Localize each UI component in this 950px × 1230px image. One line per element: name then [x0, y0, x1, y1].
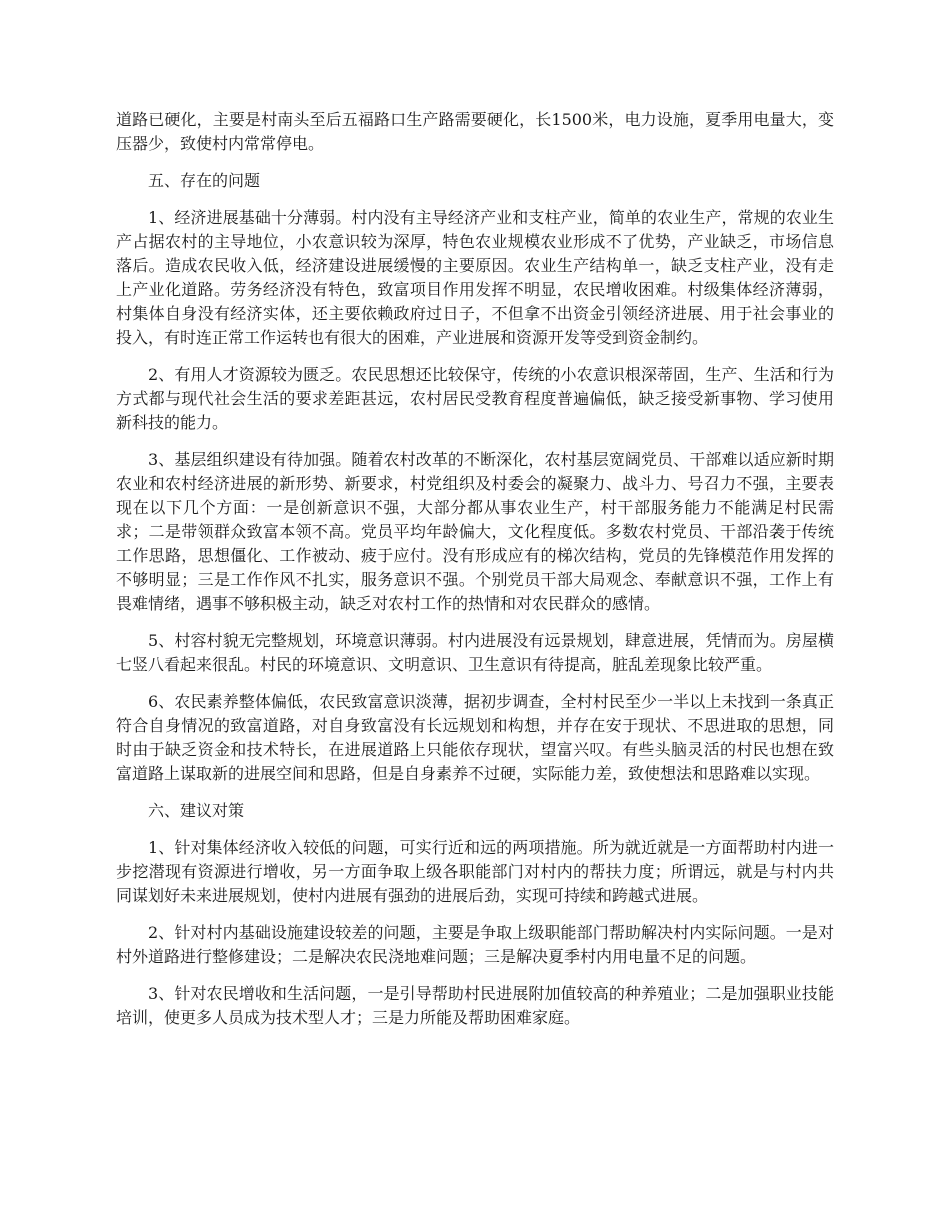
- document-page: [116, 108, 834, 1043]
- section-heading-suggestions: 六、建议对策: [148, 801, 245, 820]
- paragraph-problem-3: 3、基层组织建设有待加强。随着农村改革的不断深化，农村基层宽阔党员、干部难以适应新时期农业和农村经济进展的新形势、新要求，村党组织及村委会的凝聚力、战斗力、号召力不强，主要表现在以下几个方面：一是创新意识不强，大部分都从事农业生产，村干部服务能力不能满足村民需求；二是带领群众致富本领不高。党员平均年龄偏大，文化程度低。多数农村党员、干部沿袭于传统工作思路，思想僵化、工作被动、疲于应付。没有形成应有的梯次结构，党员的先锋模范作用发挥的不够明显；三是工作作风不扎实，服务意识不强。个别党员干部大局观念、奉献意识不强，工作上有畏难情绪，遇事不够积极主动，缺乏对农村工作的热情和对农民群众的感情。: [116, 450, 834, 613]
- paragraph-problem-1: 1、经济进展基础十分薄弱。村内没有主导经济产业和支柱产业，简单的农业生产，常规的农业生产占据农村的主导地位，小农意识较为深厚，特色农业规模农业形成不了优势，产业缺乏，市场信息落后。造成农民收入低，经济建设进展缓慢的主要原因。农业生产结构单一，缺乏支柱产业，没有走上产业化道路。劳务经济没有特色，致富项目作用发挥不明显，农民增收困难。村级集体经济薄弱，村集体自身没有经济实体，还主要依赖政府过日子，不但拿不出资金引领经济进展、用于社会事业的投入，有时连正常工作运转也有很大的困难，产业进展和资源开发等受到资金制约。: [116, 208, 834, 347]
- paragraph-problem-5: 5、村容村貌无完整规划，环境意识薄弱。村内进展没有远景规划，肆意进展，凭情而为。房屋横七竖八看起来很乱。村民的环境意识、文明意识、卫生意识有待提高，脏乱差现象比较严重。: [116, 631, 834, 674]
- paragraph-suggestion-2: 2、针对村内基础设施建设较差的问题，主要是争取上级职能部门帮助解决村内实际问题。一是对村外道路进行整修建设；二是解决农民浇地难问题；三是解决夏季村内用电量不足的问题。: [116, 923, 834, 966]
- paragraph-problem-2: 2、有用人才资源较为匮乏。农民思想还比较保守，传统的小农意识根深蒂固，生产、生活和行为方式都与现代社会生活的要求差距甚远，农村居民受教育程度普遍偏低，缺乏接受新事物、学习使用新科技的能力。: [116, 365, 834, 432]
- paragraph-suggestion-3: 3、针对农民增收和生活问题，一是引导帮助村民进展附加值较高的种养殖业；二是加强职业技能培训，使更多人员成为技术型人才；三是力所能及帮助困难家庭。: [116, 984, 834, 1027]
- paragraph-suggestion-1: 1、针对集体经济收入较低的问题，可实行近和远的两项措施。所为就近就是一方面帮助村内进一步挖潜现有资源进行增收，另一方面争取上级各职能部门对村内的帮扶力度；所谓远，就是与村内共同谋划好未来进展规划，使村内进展有强劲的进展后劲，实现可持续和跨越式进展。: [116, 838, 834, 905]
- section-heading-existing-problems: 五、存在的问题: [148, 171, 261, 190]
- paragraph-road-electricity: 道路已硬化，主要是村南头至后五福路口生产路需要硬化，长1500米，电力设施，夏季用电量大，变压器少，致使村内常常停电。: [116, 110, 834, 153]
- paragraph-problem-6: 6、农民素养整体偏低，农民致富意识淡薄，据初步调查，全村村民至少一半以上未找到一条真正符合自身情况的致富道路，对自身致富没有长远规划和构想，并存在安于现状、不思进取的思想，同时由于缺乏资金和技术特长，在进展道路上只能依存现状，望富兴叹。有些头脑灵活的村民也想在致富道路上谋取新的进展空间和思路，但是自身素养不过硬，实际能力差，致使想法和思路难以实现。: [116, 692, 834, 783]
